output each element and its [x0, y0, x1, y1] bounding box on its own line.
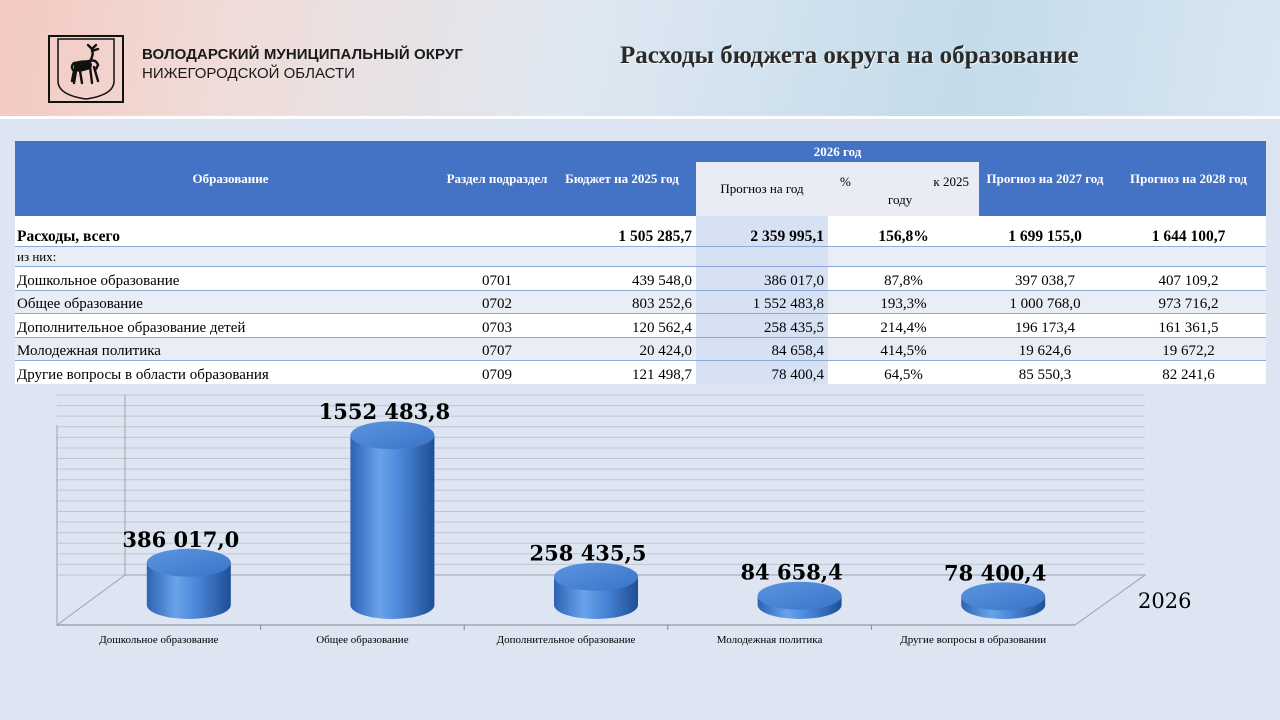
pct-vs-2025: к 2025 [933, 174, 969, 189]
pct-symbol: % [840, 174, 851, 189]
row-forecast2028: 973 716,2 [1111, 290, 1266, 314]
deer-icon [50, 37, 122, 101]
row-forecast2028: 1 644 100,7 [1111, 216, 1266, 247]
of-which-label: из них: [15, 247, 446, 267]
category-label: Дошкольное образование [99, 634, 219, 646]
row-code: 0701 [446, 267, 548, 291]
row-pct: 414,5% [828, 337, 979, 361]
row-forecast2028: 161 361,5 [1111, 314, 1266, 338]
page-title: Расходы бюджета округа на образование [620, 42, 1079, 69]
row-name: Дополнительное образование детей [15, 314, 446, 338]
chart-bars [147, 421, 1045, 619]
row-forecast2027: 85 550,3 [979, 361, 1111, 384]
row-budget2025: 120 562,4 [548, 314, 696, 338]
series-label-2026: 2026 [1138, 589, 1192, 613]
row-forecast2028: 82 241,6 [1111, 361, 1266, 384]
row-pct: 87,8% [828, 267, 979, 291]
row-name: Молодежная политика [15, 337, 446, 361]
coat-of-arms-logo [48, 35, 124, 103]
row-forecast2026: 1 552 483,8 [696, 290, 828, 314]
org-name-line1: ВОЛОДАРСКИЙ МУНИЦИПАЛЬНЫЙ ОКРУГ [142, 46, 463, 63]
chart-bar [350, 421, 434, 619]
category-label: Молодежная политика [716, 634, 823, 646]
row-forecast2027: 19 624,6 [979, 337, 1111, 361]
chart-bar [758, 582, 842, 619]
col-header-2026-forecast: Прогноз на год [696, 162, 828, 216]
row-pct: 214,4% [828, 314, 979, 338]
category-label: Дополнительное образование [496, 634, 636, 646]
bar-top [554, 563, 638, 591]
table-row [15, 314, 1266, 338]
pct-year-word: году [888, 192, 913, 207]
row-forecast2027: 196 173,4 [979, 314, 1111, 338]
row-budget2025: 121 498,7 [548, 361, 696, 384]
bar-top [147, 549, 231, 577]
col-header-section: Раздел подраздел [446, 141, 548, 216]
bar-top [350, 421, 434, 449]
row-forecast2027: 1 699 155,0 [979, 216, 1111, 247]
budget-table [15, 141, 1266, 384]
bar-body [350, 435, 434, 619]
chart-bar [147, 549, 231, 619]
category-label: Другие вопросы в образовании [900, 634, 1047, 646]
education-spending-chart [0, 380, 1280, 650]
col-header-2026-pct [828, 162, 979, 216]
row-code [446, 216, 548, 247]
table-row [15, 267, 1266, 291]
row-forecast2026: 2 359 995,1 [696, 216, 828, 247]
col-header-budget2025: Бюджет на 2025 год [548, 141, 696, 216]
row-code: 0707 [446, 337, 548, 361]
col-header-2027: Прогноз на 2027 год [979, 141, 1111, 216]
bar-top [758, 582, 842, 610]
bar-value-label: 78 400,4 [944, 560, 1047, 586]
row-name: Общее образование [15, 290, 446, 314]
table-row-total [15, 216, 1266, 247]
chart-bar [961, 582, 1045, 619]
row-pct: 64,5% [828, 361, 979, 384]
row-forecast2026: 84 658,4 [696, 337, 828, 361]
row-budget2025: 1 505 285,7 [548, 216, 696, 247]
row-forecast2026: 78 400,4 [696, 361, 828, 384]
row-code: 0702 [446, 290, 548, 314]
row-forecast2027: 1 000 768,0 [979, 290, 1111, 314]
row-forecast2028: 407 109,2 [1111, 267, 1266, 291]
row-name: Другие вопросы в области образования [15, 361, 446, 384]
col-header-name: Образование [15, 141, 446, 216]
row-pct: 193,3% [828, 290, 979, 314]
row-forecast2028: 19 672,2 [1111, 337, 1266, 361]
row-budget2025: 439 548,0 [548, 267, 696, 291]
row-budget2025: 20 424,0 [548, 337, 696, 361]
bar-top [961, 582, 1045, 610]
col-header-2028: Прогноз на 2028 год [1111, 141, 1266, 216]
org-name-line2: НИЖЕГОРОДСКОЙ ОБЛАСТИ [142, 65, 355, 82]
row-code: 0709 [446, 361, 548, 384]
table-row [15, 337, 1266, 361]
chart-bar [554, 563, 638, 619]
bar-value-label: 1552 483,8 [318, 399, 451, 425]
bar-value-label: 84 658,4 [740, 559, 843, 585]
row-forecast2026: 258 435,5 [696, 314, 828, 338]
row-name: Расходы, всего [15, 216, 446, 247]
row-budget2025: 803 252,6 [548, 290, 696, 314]
category-label: Общее образование [316, 634, 409, 646]
row-pct: 156,8% [828, 216, 979, 247]
row-forecast2026: 386 017,0 [696, 267, 828, 291]
bar-value-label: 386 017,0 [122, 526, 240, 552]
row-name: Дошкольное образование [15, 267, 446, 291]
table-row-of-which [15, 247, 1266, 267]
col-header-2026: 2026 год [696, 141, 979, 162]
row-code: 0703 [446, 314, 548, 338]
row-forecast2027: 397 038,7 [979, 267, 1111, 291]
bar-value-label: 258 435,5 [529, 540, 647, 566]
table-row [15, 290, 1266, 314]
